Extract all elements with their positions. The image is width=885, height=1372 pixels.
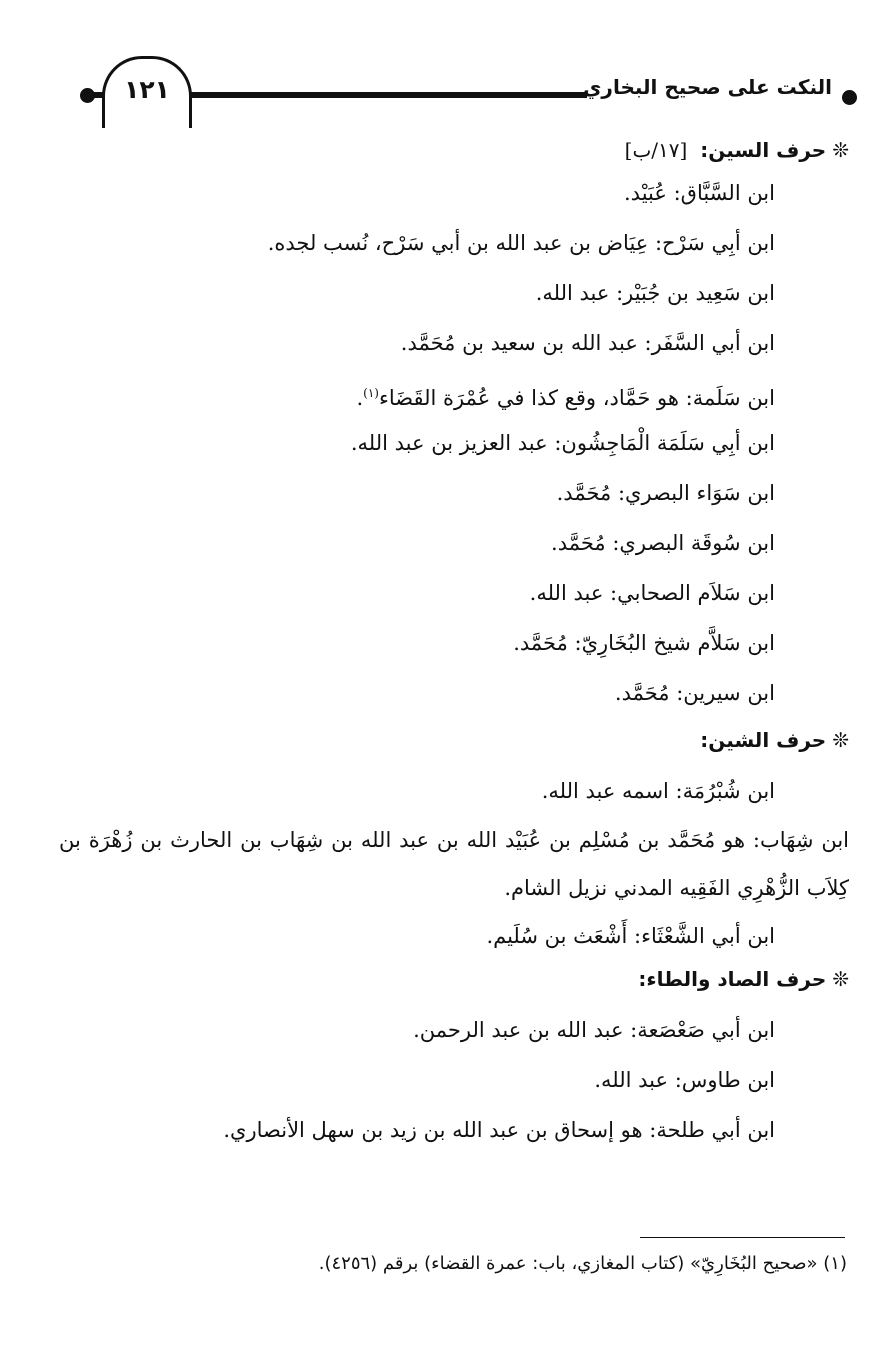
section-saad-taa xyxy=(59,967,849,1155)
asterism-icon: ❊ xyxy=(832,966,849,991)
entry-text: ابن سَلَمة: هو حَمَّاد، وقع كذا في عُمْرَة القَضَاء xyxy=(378,386,775,410)
entry-line: ابن سَوَاء البصري: مُحَمَّد. xyxy=(556,481,775,505)
page-header xyxy=(78,55,862,131)
section-sheen xyxy=(59,728,849,959)
entry-line: ابن أبِي سَرْح: عِيَاض بن عبد الله بن أبي سَرْح، نُسب لجده. xyxy=(267,231,775,255)
entry-line: ابن سَلَمة: هو حَمَّاد، وقع كذا في عُمْرَة القَضَاء$^{(١)}$. xyxy=(356,386,775,410)
asterism-icon: ❊ xyxy=(832,138,849,162)
entry-line: ابن سَلاَّم شيخ البُخَارِيّ: مُحَمَّد. xyxy=(513,631,775,655)
header-dot-left xyxy=(80,88,95,103)
footnote-marker: (١) xyxy=(363,386,379,400)
running-title: النكت على صحيح البخاري xyxy=(583,75,832,99)
section-heading xyxy=(59,138,849,162)
entry-line: ابن سَعِيد بن جُبَيْر: عبد الله. xyxy=(535,281,775,305)
entry-line: ابن أبي الشَّعْثَاء: أَشْعَث بن سُلَيم. xyxy=(486,923,775,948)
header-dot-right xyxy=(842,90,857,105)
entry-line: ابن أبِي سَلَمَة الْمَاجِشُون: عبد العزيز بن عبد الله. xyxy=(350,431,775,455)
section-heading xyxy=(59,967,849,991)
section-heading xyxy=(59,728,849,752)
section-title: حرف الصاد والطاء: xyxy=(638,966,827,991)
entry-line: ابن شُبْرُمَة: اسمه عبد الله. xyxy=(541,779,775,803)
entry-paragraph xyxy=(59,816,849,913)
asterism-icon: ❊ xyxy=(832,728,849,752)
section-title: حرف الشين: xyxy=(700,728,827,752)
entry-text: ابن شِهَاب: هو مُحَمَّد بن مُسْلِم بن عُبَيْد الله بن عبد الله بن شِهَاب بن الحارث بن زُهْرَة بن كِلاَب الزُّهْرِي الفَقِيه المدني نزيل الشام. xyxy=(59,828,849,901)
page-number: ١٢١ xyxy=(124,75,170,104)
entry-line: ابن السَّبَّاق: عُبَيْد. xyxy=(624,181,775,205)
entry-line: ابن أبي السَّفَر: عبد الله بن سعيد بن مُحَمَّد. xyxy=(400,331,775,355)
entry-line: ابن أبي صَعْصَعة: عبد الله بن عبد الرحمن. xyxy=(413,1017,775,1042)
entry-line: ابن أبي طلحة: هو إسحاق بن عبد الله بن زيد بن سهل الأنصاري. xyxy=(223,1117,775,1142)
entry-line: ابن سيرين: مُحَمَّد. xyxy=(614,681,775,705)
manuscript-folio-ref: [١٧/ب] xyxy=(624,138,688,162)
entry-line: ابن طاوس: عبد الله. xyxy=(594,1067,775,1092)
section-seen xyxy=(59,138,849,718)
footnote: (١) «صحيح البُخَارِيّ» (كتاب المغازي، باب: عمرة القضاء) برقم (٤٢٥٦). xyxy=(318,1253,847,1274)
entry-line: ابن سَلاَم الصحابي: عبد الله. xyxy=(529,581,775,605)
footnote-separator xyxy=(640,1237,845,1238)
section-title: حرف السين: xyxy=(700,138,827,162)
page-body xyxy=(59,138,849,1155)
entry-line: ابن سُوقَة البصري: مُحَمَّد. xyxy=(551,531,775,555)
page-number-box xyxy=(102,56,192,128)
